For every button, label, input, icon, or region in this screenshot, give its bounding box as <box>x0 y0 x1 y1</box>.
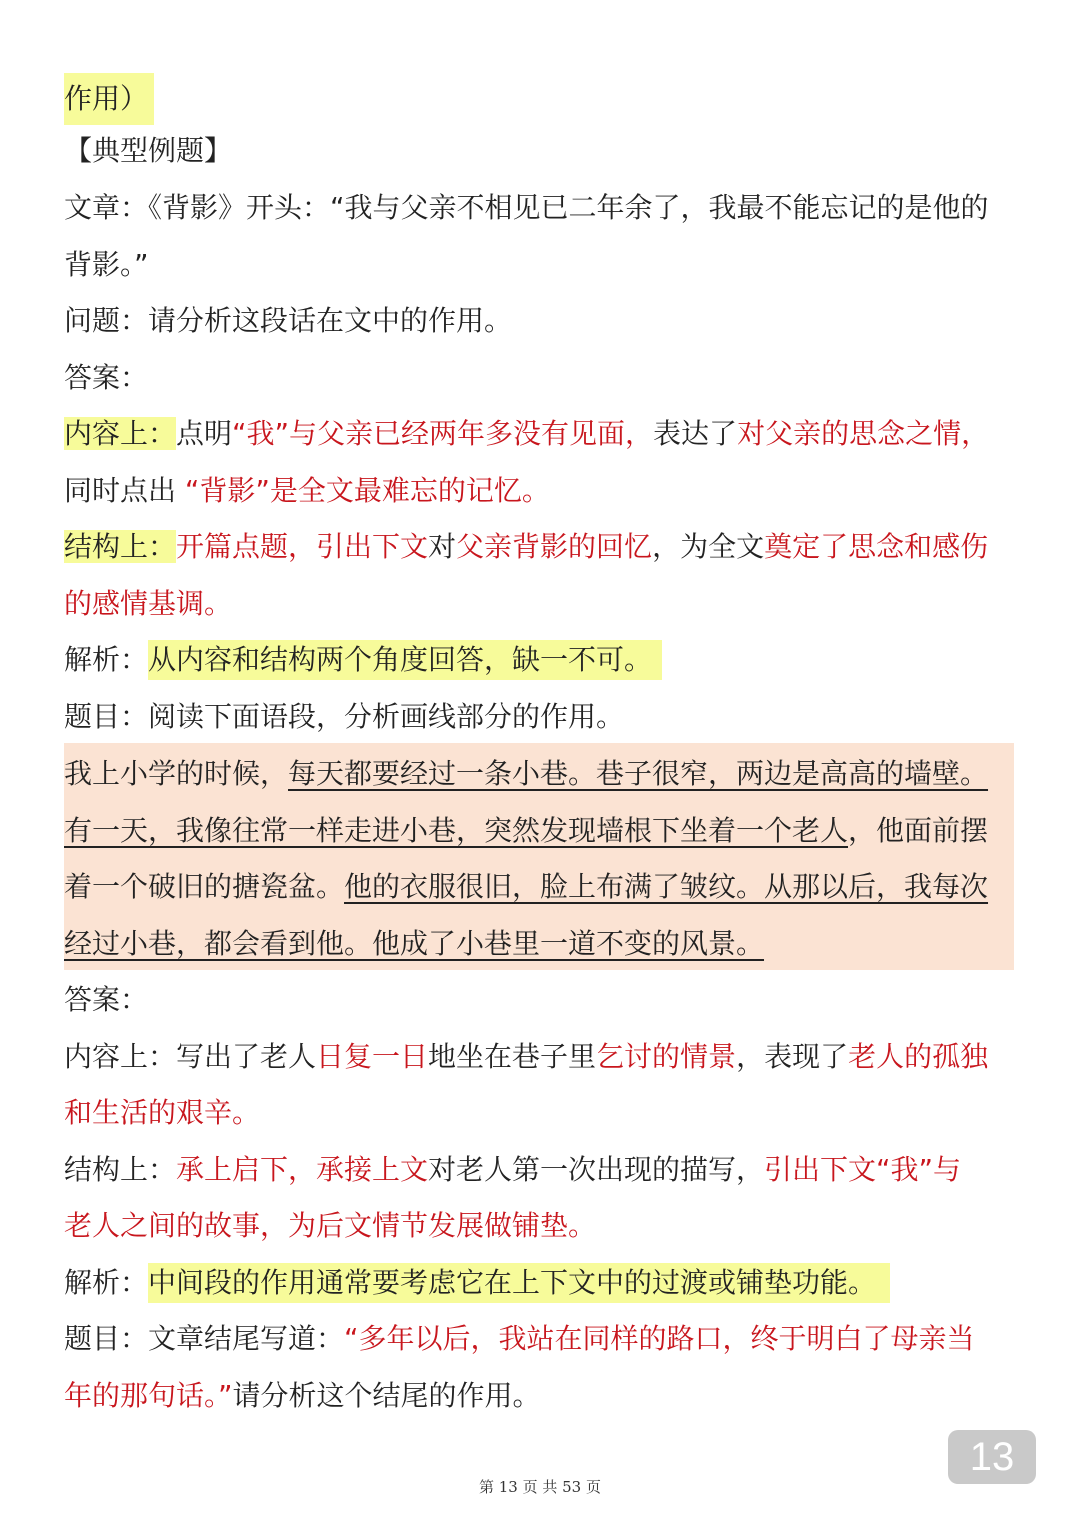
analysis-1: 解析：从内容和结构两个角度回答，缺一不可。 <box>64 640 1020 680</box>
question-3-cont: 年的那句话。”请分析这个结尾的作用。 <box>64 1379 541 1412</box>
page-number-badge: 13 <box>948 1430 1036 1484</box>
question-3: 题目：文章结尾写道：“多年以后，我站在同样的路口，终于明白了母亲当 <box>64 1322 975 1355</box>
answer-structure-2-cont: 老人之间的故事，为后文情节发展做铺垫。 <box>64 1209 597 1242</box>
page-footer: 第 13 页 共 53 页 <box>478 1478 601 1496</box>
passage-line-2: 有一天，我像往常一样走进小巷，突然发现墙根下坐着一个老人，他面前摆 <box>64 814 989 847</box>
highlight: 作用） <box>64 73 154 125</box>
answer-content-2-cont: 和生活的艰辛。 <box>64 1096 261 1129</box>
answer-structure-2: 结构上：承上启下，承接上文对老人第一次出现的描写，引出下文“我”与 <box>64 1153 962 1186</box>
analysis-2: 解析：中间段的作用通常要考虑它在上下文中的过渡或铺垫功能。 <box>64 1263 1020 1303</box>
line-3: 文章：《背影》开头：“我与父亲不相见已二年余了，我最不能忘记的是他的 <box>64 191 989 224</box>
answer-structure-1: 结构上：开篇点题，引出下文对父亲背影的回忆，为全文奠定了思念和感伤 <box>64 530 989 563</box>
answer-content-2: 内容上：写出了老人日复一日地坐在巷子里乞讨的情景，表现了老人的孤独 <box>64 1040 989 1073</box>
analysis-highlight: 中间段的作用通常要考虑它在上下文中的过渡或铺垫功能。 <box>148 1263 890 1303</box>
passage-line-1: 我上小学的时候，每天都要经过一条小巷。巷子很窄，两边是高高的墙壁。 <box>64 757 989 790</box>
question-2: 题目：阅读下面语段，分析画线部分的作用。 <box>64 700 625 733</box>
passage-line-4: 经过小巷，都会看到他。他成了小巷里一道不变的风景。 <box>64 927 765 960</box>
answer-content-1: 内容上：点明“我”与父亲已经两年多没有见面，表达了对父亲的思念之情， <box>64 417 990 450</box>
label-highlight: 结构上： <box>64 530 177 563</box>
answer-content-1-cont: 同时点出 “背影”是全文最难忘的记忆。 <box>64 474 550 507</box>
line-1 <box>64 73 1020 125</box>
passage-line-3: 着一个破旧的搪瓷盆。他的衣服很旧，脸上布满了皱纹。从那以后，我每次 <box>64 870 989 903</box>
section-heading: 【典型例题】 <box>64 134 233 167</box>
analysis-highlight: 从内容和结构两个角度回答，缺一不可。 <box>148 640 662 680</box>
line-4: 背影。” <box>64 248 149 281</box>
answer-label-1: 答案： <box>64 361 149 394</box>
label-highlight: 内容上： <box>64 417 177 450</box>
question-1: 问题：请分析这段话在文中的作用。 <box>64 304 513 337</box>
answer-structure-1-cont: 的感情基调。 <box>64 587 233 620</box>
answer-label-2: 答案： <box>64 983 149 1016</box>
